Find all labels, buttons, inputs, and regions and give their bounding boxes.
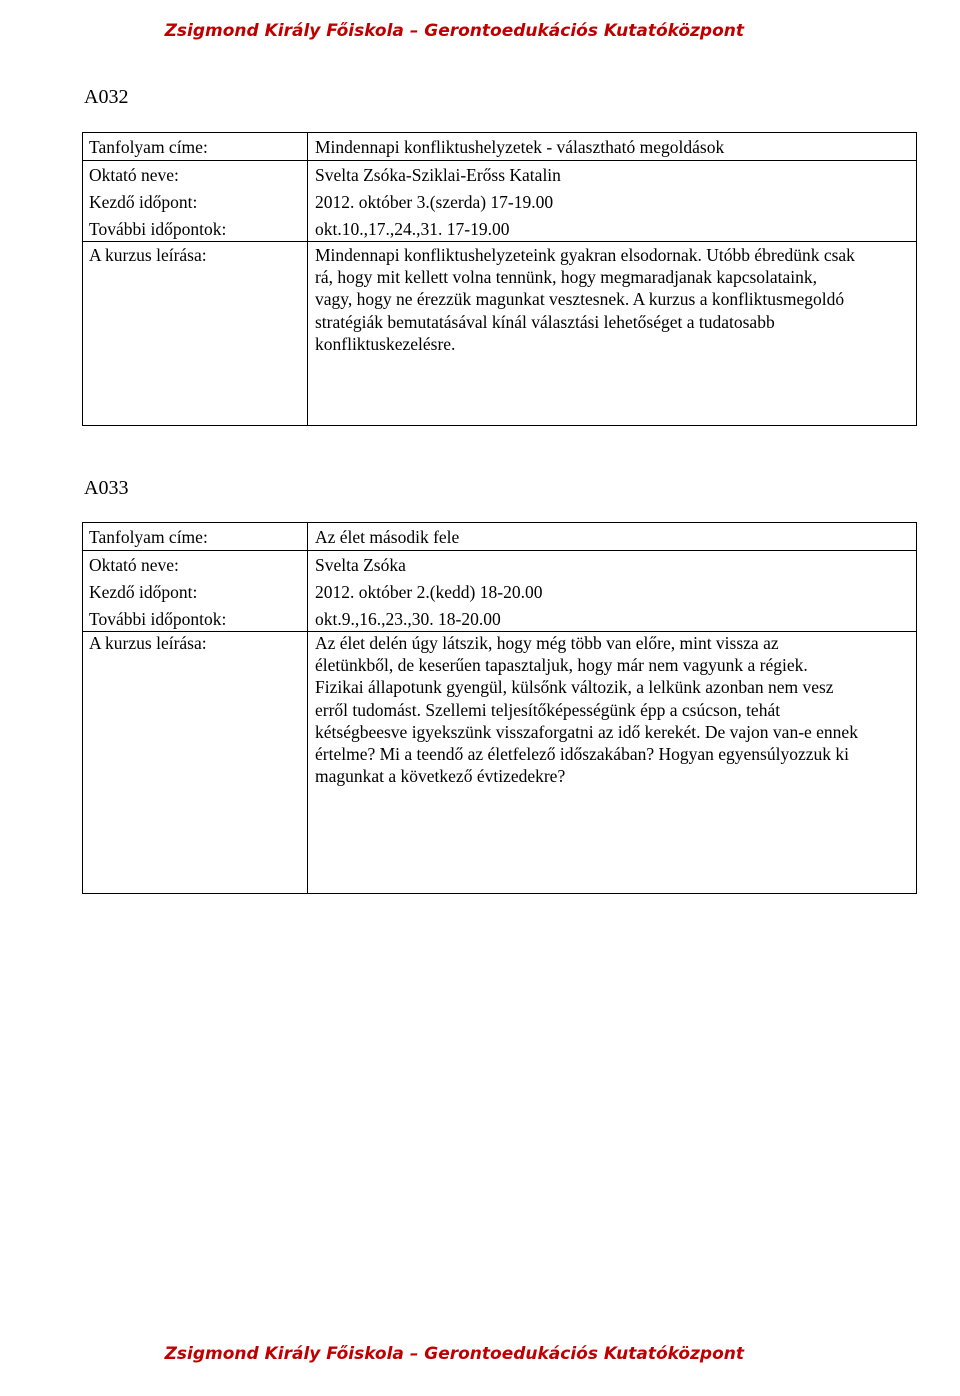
row-course-title <box>83 523 916 551</box>
row-further-dates <box>83 215 916 242</box>
description-line: kétségbeesve igyekszünk visszaforgatni az idő kerekét. De vajon van-e ennek <box>315 721 858 742</box>
value-description <box>315 244 913 355</box>
value-course-title: Az élet második fele <box>315 527 460 547</box>
label-further-dates: További időpontok: <box>89 609 227 629</box>
label-description: A kurzus leírása: <box>89 245 207 265</box>
value-instructor: Svelta Zsóka-Sziklai-Erőss Katalin <box>315 165 561 185</box>
value-start-date: 2012. október 2.(kedd) 18-20.00 <box>315 582 543 602</box>
value-instructor: Svelta Zsóka <box>315 555 406 575</box>
page-footer <box>0 1344 960 1374</box>
description-line: életünkből, de keserűen tapasztaljuk, hogy már nem vagyunk a régiek. <box>315 655 808 676</box>
row-description <box>83 629 916 891</box>
row-further-dates <box>83 605 916 632</box>
footer-title: Zsigmond Király Főiskola – Gerontoedukációs Kutatóközpont <box>164 1344 744 1364</box>
course-table <box>82 132 917 426</box>
value-start-date: 2012. október 3.(szerda) 17-19.00 <box>315 192 554 212</box>
course-code: A033 <box>84 477 129 499</box>
row-start-date <box>83 578 916 604</box>
label-course-title: Tanfolyam címe: <box>89 137 208 157</box>
description-line: értelme? Mi a teendő az életfelező időszakában? Hogyan egyensúlyozzuk ki <box>315 744 849 765</box>
description-line: magunkat a következő évtizedekre? <box>315 766 566 787</box>
description-line: vagy, hogy ne érezzük magunkat vesztesnek. A kurzus a konfliktusmegoldó <box>315 289 845 310</box>
label-instructor: Oktató neve: <box>89 555 179 575</box>
description-line: Fizikai állapotunk gyengül, külsőnk változik, a lelkünk azonban nem vesz <box>315 677 834 698</box>
label-description: A kurzus leírása: <box>89 633 207 653</box>
course-code: A032 <box>84 86 129 108</box>
row-instructor <box>83 161 916 187</box>
label-course-title: Tanfolyam címe: <box>89 527 208 547</box>
value-description <box>315 632 913 787</box>
description-line: erről tudomást. Szellemi teljesítőképességünk épp a csúcson, tehát <box>315 699 781 720</box>
description-line: stratégiák bemutatásával kínál választási lehetőséget a tudatosabb <box>315 311 775 332</box>
course-table <box>82 522 917 894</box>
label-start-date: Kezdő időpont: <box>89 192 198 212</box>
description-line: konfliktuskezelésre. <box>315 333 456 354</box>
description-line: Az élet delén úgy látszik, hogy még több van előre, mint vissza az <box>315 633 779 653</box>
value-further-dates: okt.9.,16.,23.,30. 18-20.00 <box>315 609 501 629</box>
row-course-title <box>83 133 916 161</box>
row-description <box>83 241 916 425</box>
value-further-dates: okt.10.,17.,24.,31. 17-19.00 <box>315 219 510 239</box>
value-course-title: Mindennapi konfliktushelyzetek - választható megoldások <box>315 137 725 157</box>
description-line: Mindennapi konfliktushelyzeteink gyakran elsodornak. Utóbb ébredünk csak <box>315 245 855 265</box>
description-line: rá, hogy mit kellett volna tennünk, hogy megmaradjanak kapcsolataink, <box>315 267 818 288</box>
row-instructor <box>83 551 916 577</box>
label-start-date: Kezdő időpont: <box>89 582 198 602</box>
label-further-dates: További időpontok: <box>89 219 227 239</box>
row-start-date <box>83 188 916 214</box>
page-header <box>0 21 960 51</box>
label-instructor: Oktató neve: <box>89 165 179 185</box>
header-title: Zsigmond Király Főiskola – Gerontoedukációs Kutatóközpont <box>164 21 744 41</box>
